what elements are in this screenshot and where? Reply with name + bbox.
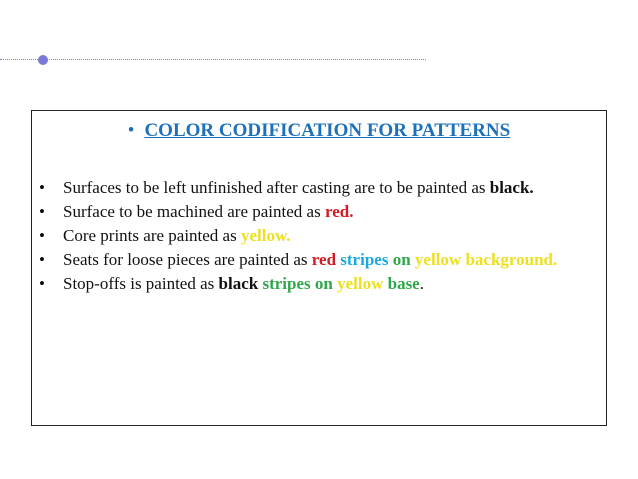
point-text: Core prints are painted as — [63, 226, 241, 245]
list-item — [38, 201, 598, 223]
list-item — [38, 225, 598, 247]
color-word-black: black. — [489, 178, 534, 197]
color-word-on: on — [392, 250, 411, 269]
color-word-red: red — [311, 250, 337, 269]
list-bullet: • — [39, 202, 45, 221]
list-bullet: • — [39, 274, 45, 293]
heading-text: COLOR CODIFICATION FOR PATTERNS — [144, 120, 511, 141]
content-box — [31, 110, 607, 426]
color-word-yellow: yellow — [414, 250, 462, 269]
point-text: Surface to be machined are painted as — [63, 202, 325, 221]
color-word-base: base — [387, 274, 420, 293]
color-word-background: background. — [465, 250, 558, 269]
point-text: Stop-offs is painted as — [63, 274, 219, 293]
list-item — [38, 273, 598, 295]
point-end: . — [419, 274, 424, 293]
bullet-list — [38, 177, 598, 297]
heading-bullet: • — [127, 120, 135, 141]
color-word-yellow: yellow. — [240, 226, 291, 245]
color-word-stripes: stripes — [340, 250, 389, 269]
color-word-yellow: yellow — [337, 274, 384, 293]
color-word-red: red. — [324, 202, 354, 221]
point-text: Seats for loose pieces are painted as — [63, 250, 312, 269]
color-word-stripes-on: stripes on — [262, 274, 333, 293]
list-item — [38, 249, 598, 271]
slide-heading — [32, 120, 606, 142]
list-item — [38, 177, 598, 199]
list-bullet: • — [39, 250, 45, 269]
decorative-dot — [38, 55, 48, 65]
list-bullet: • — [39, 226, 45, 245]
list-bullet: • — [39, 178, 45, 197]
point-text: Surfaces to be left unfinished after casting are to be painted as — [63, 178, 490, 197]
color-word-black: black — [218, 274, 259, 293]
decorative-dotted-line — [0, 59, 426, 60]
